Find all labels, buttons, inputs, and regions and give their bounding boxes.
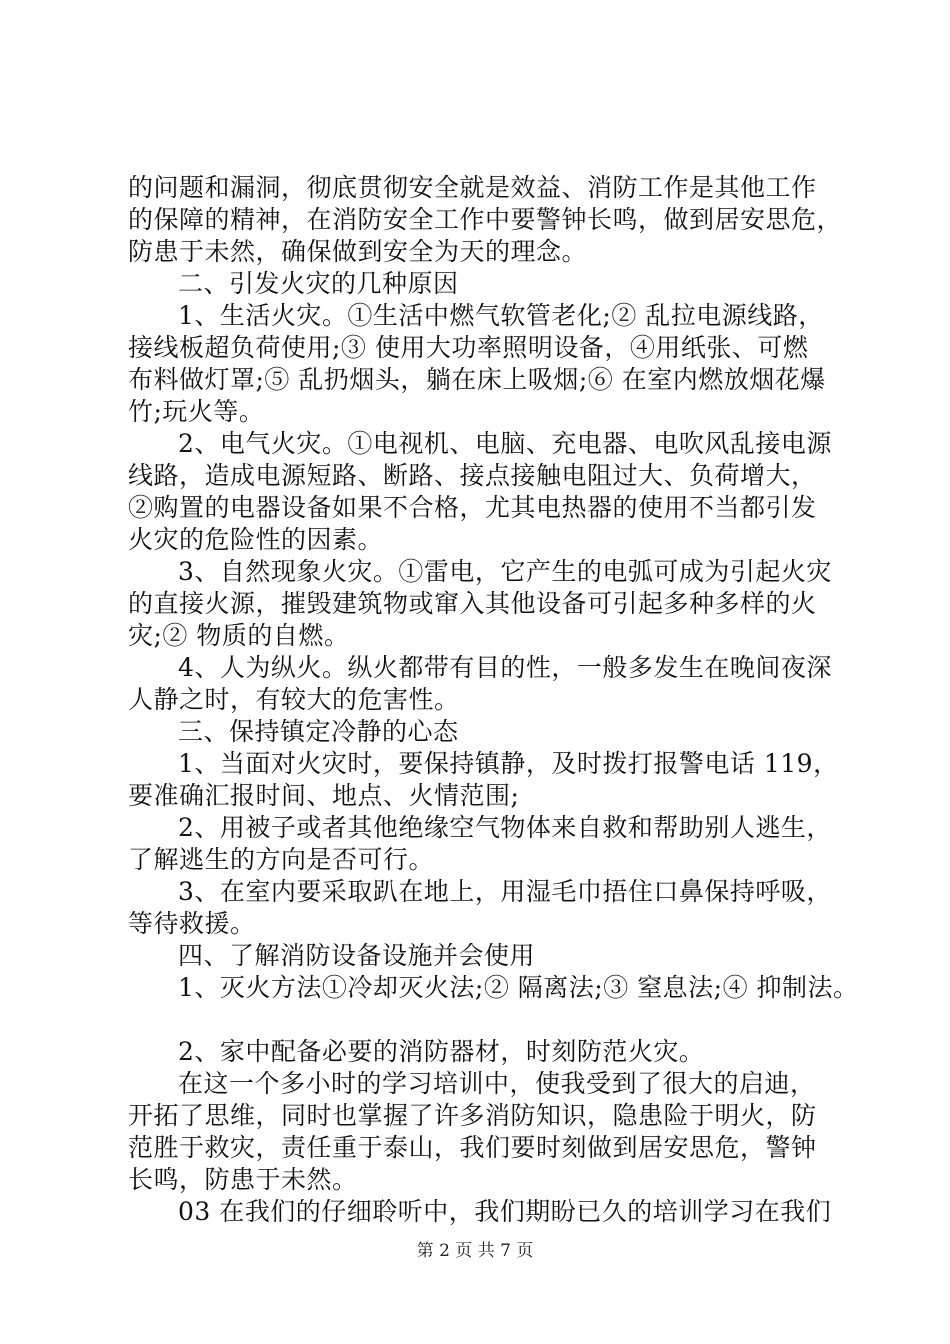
- paragraph: [128, 972, 859, 1004]
- paragraph: [128, 300, 848, 428]
- text-line: 2、家中配备必要的消防器材，时刻防范火灾。: [178, 1037, 705, 1066]
- text-line: 在这一个多小时的学习培训中，使我受到了很大的启迪，: [178, 1069, 816, 1098]
- paragraph: [128, 748, 848, 812]
- paragraph: [128, 1196, 848, 1228]
- text-line: 长鸣，防患于未然。: [128, 1165, 358, 1194]
- text-line: 范胜于救灾，责任重于泰山，我们要时刻做到居安思危，警钟: [128, 1133, 817, 1162]
- paragraph: [128, 876, 848, 940]
- paragraph: [128, 652, 848, 716]
- text-line: 03 在我们的仔细聆听中，我们期盼已久的培训学习在我们: [178, 1197, 832, 1226]
- text-line: 2、电气火灾。①电视机、电脑、充电器、电吹风乱接电源: [178, 429, 832, 458]
- paragraph: [128, 940, 848, 972]
- text-line: 1、生活火灾。①生活中燃气软管老化;② 乱拉电源线路，: [178, 301, 824, 330]
- document-body: [128, 172, 859, 1228]
- text-line: 的直接火源，摧毁建筑物或窜入其他设备可引起多种多样的火: [128, 589, 817, 618]
- paragraph: [128, 556, 848, 652]
- text-line: 灾;② 物质的自燃。: [128, 621, 350, 650]
- text-line: 的问题和漏洞，彻底贯彻安全就是效益、消防工作是其他工作: [128, 173, 817, 202]
- text-line: 人静之时，有较大的危害性。: [128, 685, 460, 714]
- text-line: 等待救援。: [128, 909, 256, 938]
- text-line: 4、人为纵火。纵火都带有目的性，一般多发生在晚间夜深: [178, 653, 832, 682]
- text-line: 火灾的危险性的因素。: [128, 525, 384, 554]
- text-line: 2、用被子或者其他绝缘空气物体来自救和帮助别人逃生，: [178, 813, 832, 842]
- text-line: 开拓了思维，同时也掌握了许多消防知识，隐患险于明火，防: [128, 1101, 817, 1130]
- paragraph: [128, 812, 848, 876]
- paragraph: [128, 1004, 848, 1036]
- text-line: 3、在室内要采取趴在地上，用湿毛巾捂住口鼻保持呼吸，: [178, 877, 832, 906]
- text-line: 布料做灯罩;⑤ 乱扔烟头，躺在床上吸烟;⑥ 在室内燃放烟花爆: [128, 365, 826, 394]
- paragraph: [128, 268, 848, 300]
- text-line: 二、引发火灾的几种原因: [178, 269, 459, 298]
- paragraph: [128, 1068, 848, 1196]
- paragraph: [128, 172, 848, 268]
- text-line: 三、保持镇定冷静的心态: [178, 717, 459, 746]
- text-line: 防患于未然，确保做到安全为天的理念。: [128, 237, 588, 266]
- text-line: [128, 1004, 848, 1036]
- text-line: ②购置的电器设备如果不合格，尤其电热器的使用不当都引发: [128, 493, 817, 522]
- page-footer: 第 2 页 共 7 页: [416, 1241, 534, 1261]
- text-line: 1、当面对火灾时，要保持镇静，及时拨打报警电话 119，: [178, 749, 839, 778]
- text-line: 3、自然现象火灾。①雷电，它产生的电弧可成为引起火灾: [178, 557, 832, 586]
- paragraph: [128, 716, 848, 748]
- text-line: 接线板超负荷使用;③ 使用大功率照明设备，④用纸张、可燃: [128, 333, 809, 362]
- text-line: 1、灭火方法①冷却灭火法;② 隔离法;③ 窒息法;④ 抑制法。: [178, 973, 859, 1002]
- text-line: 的保障的精神，在消防安全工作中要警钟长鸣，做到居安思危，: [128, 205, 843, 234]
- paragraph: [128, 1036, 848, 1068]
- text-line: 四、了解消防设备设施并会使用: [178, 941, 536, 970]
- text-line: 线路，造成电源短路、断路、接点接触电阻过大、负荷增大，: [128, 461, 817, 490]
- text-line: 了解逃生的方向是否可行。: [128, 845, 435, 874]
- text-line: 要准确汇报时间、地点、火情范围;: [128, 781, 520, 810]
- text-line: 竹;玩火等。: [128, 397, 265, 426]
- paragraph: [128, 428, 848, 556]
